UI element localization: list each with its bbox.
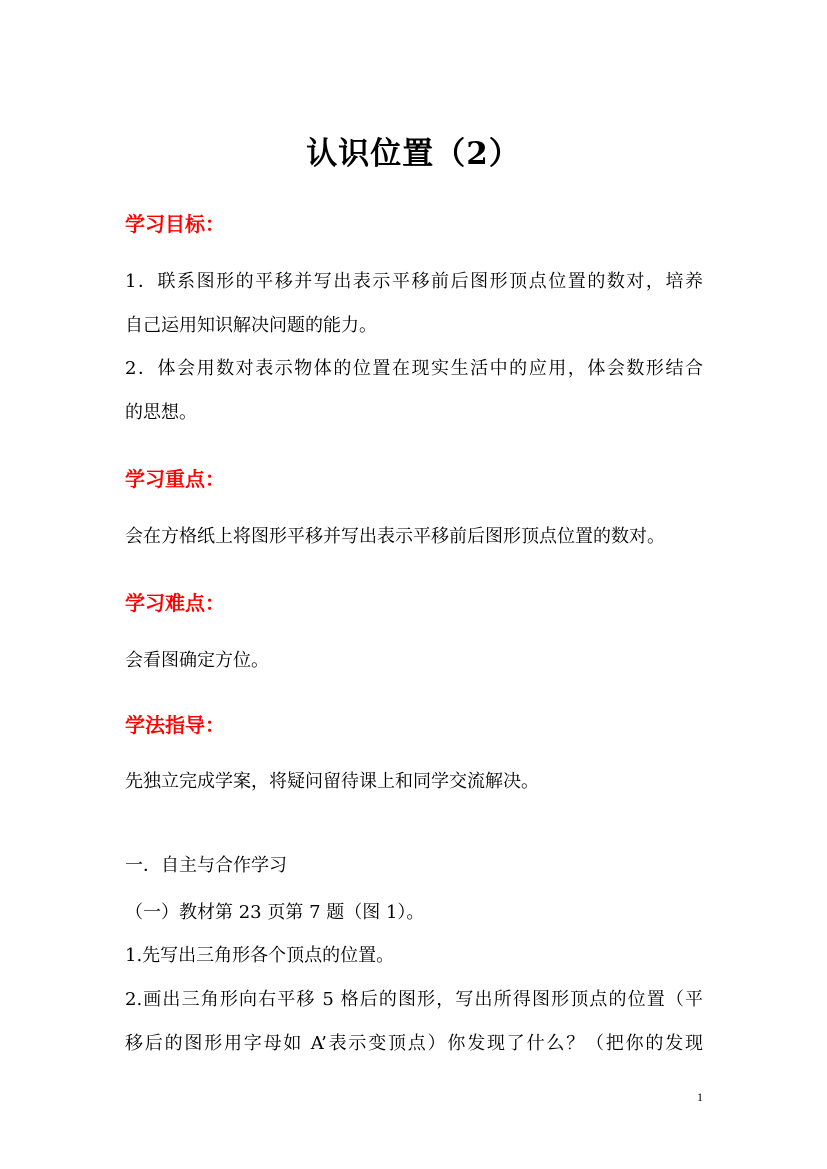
body-line-1: 一．自主与合作学习 xyxy=(125,855,287,876)
goal-line-2: 自己运用知识解决问题的能力。 xyxy=(125,315,377,336)
goal-line-1: 1．联系图形的平移并写出表示平移前后图形顶点位置的数对，培养 xyxy=(125,271,703,292)
guidance-text: 先独立完成学案，将疑问留待课上和同学交流解决。 xyxy=(125,771,539,792)
body-line-5: 移后的图形用字母如 A’表示变顶点）你发现了什么？（把你的发现 xyxy=(125,1033,703,1054)
heading-key-points: 学习重点： xyxy=(125,467,225,491)
page-number: 1 xyxy=(697,1090,703,1104)
body-line-2: （一）教材第 23 页第 7 题（图 1）。 xyxy=(125,902,425,923)
body-line-4: 2.画出三角形向右平移 5 格后的图形，写出所得图形顶点的位置（平 xyxy=(125,989,703,1010)
goal-line-4: 的思想。 xyxy=(125,402,197,423)
heading-difficulties: 学习难点： xyxy=(125,591,225,615)
page-title: 认识位置（2） xyxy=(306,136,521,172)
body-line-3: 1.先写出三角形各个顶点的位置。 xyxy=(125,945,395,966)
goal-line-3: 2．体会用数对表示物体的位置在现实生活中的应用，体会数形结合 xyxy=(125,358,703,379)
heading-study-guidance: 学法指导： xyxy=(125,713,225,737)
heading-learning-goals: 学习目标： xyxy=(125,212,225,236)
difficulties-text: 会看图确定方位。 xyxy=(125,650,269,671)
key-points-text: 会在方格纸上将图形平移并写出表示平移前后图形顶点位置的数对。 xyxy=(125,526,665,547)
